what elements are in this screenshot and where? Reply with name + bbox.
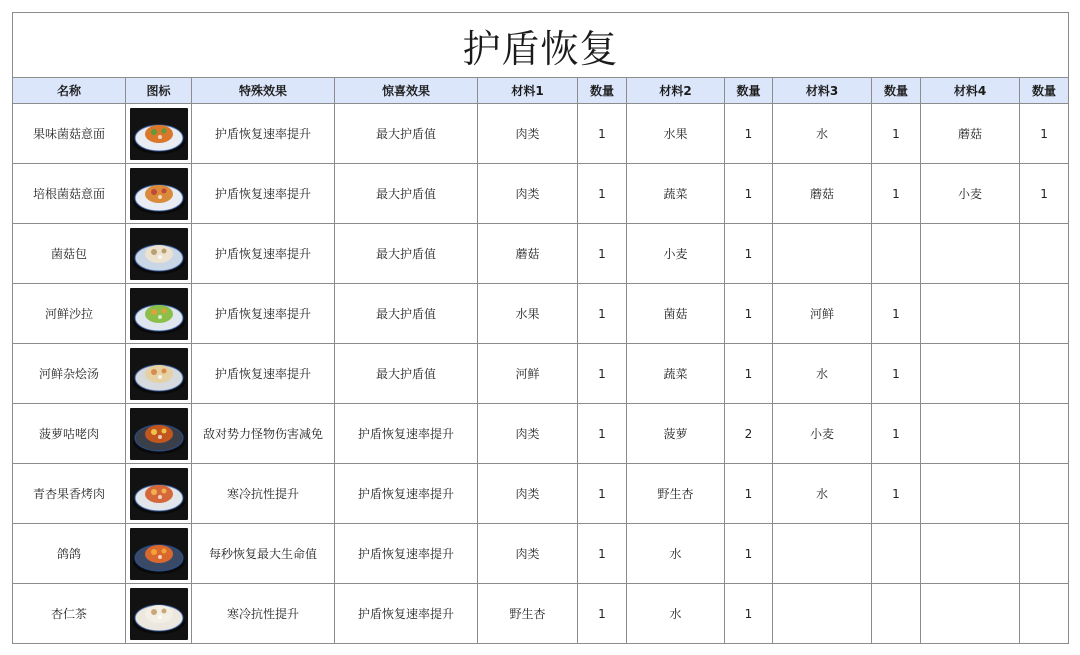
dish-name: 杏仁茶 xyxy=(13,584,126,644)
header-material-3: 材料3 xyxy=(773,78,872,104)
recipe-table xyxy=(12,12,1069,644)
quantity-1: 1 xyxy=(578,524,627,584)
surprise-effect: 最大护盾值 xyxy=(335,344,478,404)
roast-bird-icon xyxy=(130,528,188,580)
quantity-4: 1 xyxy=(1020,164,1069,224)
quantity-2: 2 xyxy=(725,404,773,464)
dish-name: 果味菌菇意面 xyxy=(13,104,126,164)
special-effect: 护盾恢复速率提升 xyxy=(192,344,335,404)
dish-icon-cell xyxy=(126,164,192,224)
special-effect: 护盾恢复速率提升 xyxy=(192,284,335,344)
material-3: 水 xyxy=(773,344,872,404)
quantity-4 xyxy=(1020,524,1069,584)
dish-name: 河鲜沙拉 xyxy=(13,284,126,344)
material-2: 水 xyxy=(627,524,725,584)
quantity-2: 1 xyxy=(725,164,773,224)
surprise-effect: 护盾恢复速率提升 xyxy=(335,404,478,464)
quantity-4 xyxy=(1020,284,1069,344)
material-2: 蔬菜 xyxy=(627,344,725,404)
dish-icon-cell xyxy=(126,104,192,164)
table-row xyxy=(13,404,1069,464)
material-1: 水果 xyxy=(478,284,578,344)
dish-icon-cell xyxy=(126,404,192,464)
table-row xyxy=(13,164,1069,224)
material-2: 菠萝 xyxy=(627,404,725,464)
quantity-2: 1 xyxy=(725,344,773,404)
special-effect: 寒冷抗性提升 xyxy=(192,464,335,524)
table-header-row xyxy=(13,78,1069,104)
surprise-effect: 护盾恢复速率提升 xyxy=(335,584,478,644)
material-1: 肉类 xyxy=(478,164,578,224)
quantity-3 xyxy=(872,524,921,584)
special-effect: 护盾恢复速率提升 xyxy=(192,164,335,224)
quantity-4 xyxy=(1020,224,1069,284)
header-special-effect: 特殊效果 xyxy=(192,78,335,104)
material-3: 水 xyxy=(773,464,872,524)
special-effect: 护盾恢复速率提升 xyxy=(192,224,335,284)
material-1: 蘑菇 xyxy=(478,224,578,284)
special-effect: 寒冷抗性提升 xyxy=(192,584,335,644)
material-4 xyxy=(921,344,1020,404)
quantity-1: 1 xyxy=(578,284,627,344)
quantity-2: 1 xyxy=(725,104,773,164)
material-1: 肉类 xyxy=(478,404,578,464)
material-3: 蘑菇 xyxy=(773,164,872,224)
header-quantity-1: 数量 xyxy=(578,78,627,104)
dish-name: 鸽鸽 xyxy=(13,524,126,584)
quantity-2: 1 xyxy=(725,584,773,644)
material-3 xyxy=(773,584,872,644)
dish-name: 青杏果香烤肉 xyxy=(13,464,126,524)
bun-dish-icon xyxy=(130,228,188,280)
header-surprise-effect: 惊喜效果 xyxy=(335,78,478,104)
material-4 xyxy=(921,224,1020,284)
page-title: 护盾恢复 xyxy=(13,13,1069,78)
quantity-3 xyxy=(872,584,921,644)
material-4: 小麦 xyxy=(921,164,1020,224)
table-row xyxy=(13,584,1069,644)
material-1: 肉类 xyxy=(478,104,578,164)
table-row xyxy=(13,284,1069,344)
dish-icon-cell xyxy=(126,224,192,284)
material-1: 河鲜 xyxy=(478,344,578,404)
dish-icon-cell xyxy=(126,584,192,644)
pasta-dish-icon xyxy=(130,108,188,160)
material-3: 水 xyxy=(773,104,872,164)
header-quantity-2: 数量 xyxy=(725,78,773,104)
material-3 xyxy=(773,224,872,284)
quantity-1: 1 xyxy=(578,584,627,644)
table-row xyxy=(13,104,1069,164)
soup-dish-icon xyxy=(130,348,188,400)
material-4 xyxy=(921,404,1020,464)
almond-tea-icon xyxy=(130,588,188,640)
header-material-1: 材料1 xyxy=(478,78,578,104)
quantity-1: 1 xyxy=(578,224,627,284)
material-1: 肉类 xyxy=(478,464,578,524)
material-2: 蔬菜 xyxy=(627,164,725,224)
quantity-2: 1 xyxy=(725,284,773,344)
special-effect: 敌对势力怪物伤害减免 xyxy=(192,404,335,464)
quantity-1: 1 xyxy=(578,104,627,164)
surprise-effect: 护盾恢复速率提升 xyxy=(335,464,478,524)
special-effect: 护盾恢复速率提升 xyxy=(192,104,335,164)
quantity-3: 1 xyxy=(872,344,921,404)
quantity-2: 1 xyxy=(725,464,773,524)
quantity-3: 1 xyxy=(872,104,921,164)
quantity-4 xyxy=(1020,584,1069,644)
header-name: 名称 xyxy=(13,78,126,104)
dish-name: 培根菌菇意面 xyxy=(13,164,126,224)
material-4 xyxy=(921,464,1020,524)
dish-name: 菠萝咕咾肉 xyxy=(13,404,126,464)
quantity-1: 1 xyxy=(578,404,627,464)
quantity-3: 1 xyxy=(872,164,921,224)
quantity-4 xyxy=(1020,404,1069,464)
quantity-4 xyxy=(1020,464,1069,524)
material-3: 小麦 xyxy=(773,404,872,464)
material-1: 野生杏 xyxy=(478,584,578,644)
header-material-4: 材料4 xyxy=(921,78,1020,104)
header-quantity-4: 数量 xyxy=(1020,78,1069,104)
header-material-2: 材料2 xyxy=(627,78,725,104)
material-3: 河鲜 xyxy=(773,284,872,344)
dish-icon-cell xyxy=(126,524,192,584)
surprise-effect: 护盾恢复速率提升 xyxy=(335,524,478,584)
dish-icon-cell xyxy=(126,344,192,404)
material-2: 水 xyxy=(627,584,725,644)
quantity-3 xyxy=(872,224,921,284)
material-1: 肉类 xyxy=(478,524,578,584)
material-4 xyxy=(921,284,1020,344)
dish-name: 菌菇包 xyxy=(13,224,126,284)
dish-icon-cell xyxy=(126,284,192,344)
quantity-2: 1 xyxy=(725,224,773,284)
surprise-effect: 最大护盾值 xyxy=(335,284,478,344)
salad-dish-icon xyxy=(130,288,188,340)
material-4 xyxy=(921,584,1020,644)
material-4 xyxy=(921,524,1020,584)
quantity-1: 1 xyxy=(578,164,627,224)
surprise-effect: 最大护盾值 xyxy=(335,224,478,284)
header-icon: 图标 xyxy=(126,78,192,104)
quantity-4: 1 xyxy=(1020,104,1069,164)
surprise-effect: 最大护盾值 xyxy=(335,104,478,164)
header-quantity-3: 数量 xyxy=(872,78,921,104)
quantity-3: 1 xyxy=(872,404,921,464)
quantity-3: 1 xyxy=(872,464,921,524)
table-body xyxy=(13,104,1069,644)
table-row xyxy=(13,524,1069,584)
surprise-effect: 最大护盾值 xyxy=(335,164,478,224)
dish-name: 河鲜杂烩汤 xyxy=(13,344,126,404)
quantity-4 xyxy=(1020,344,1069,404)
quantity-1: 1 xyxy=(578,464,627,524)
material-2: 小麦 xyxy=(627,224,725,284)
special-effect: 每秒恢复最大生命值 xyxy=(192,524,335,584)
quantity-3: 1 xyxy=(872,284,921,344)
material-2: 水果 xyxy=(627,104,725,164)
table-row xyxy=(13,464,1069,524)
pasta-dish-icon xyxy=(130,168,188,220)
roast-meat-icon xyxy=(130,468,188,520)
material-3 xyxy=(773,524,872,584)
material-4: 蘑菇 xyxy=(921,104,1020,164)
dish-icon-cell xyxy=(126,464,192,524)
sweet-sour-pork-icon xyxy=(130,408,188,460)
quantity-2: 1 xyxy=(725,524,773,584)
quantity-1: 1 xyxy=(578,344,627,404)
material-2: 菌菇 xyxy=(627,284,725,344)
table-row xyxy=(13,224,1069,284)
material-2: 野生杏 xyxy=(627,464,725,524)
table-row xyxy=(13,344,1069,404)
